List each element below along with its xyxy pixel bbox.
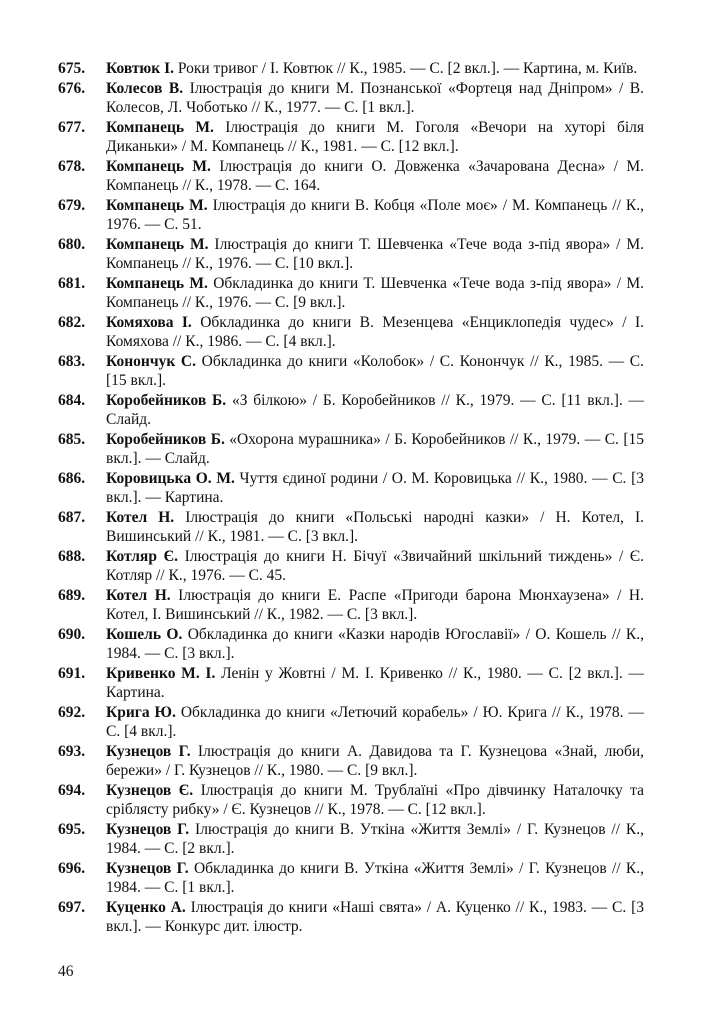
- bibliography-entry: [58, 59, 644, 79]
- entry-text: [106, 79, 644, 118]
- entry-number: 689.: [58, 586, 86, 604]
- entry-text: [106, 469, 644, 508]
- entry-author: Котел Н.: [106, 586, 171, 604]
- bibliography-entry: [58, 469, 644, 508]
- entry-author: Коробейников Б.: [106, 391, 227, 409]
- entry-text: [106, 508, 644, 547]
- entry-author: Котляр Є.: [106, 547, 178, 565]
- entry-number: 685.: [58, 430, 86, 448]
- bibliography-entry: [58, 781, 644, 820]
- entry-number: 677.: [58, 118, 86, 136]
- entry-number: 675.: [58, 60, 86, 77]
- entry-author: Компанець М.: [106, 196, 208, 214]
- bibliography-entry: [58, 664, 644, 703]
- entry-description: Обкладинка до книги «Казки народів Югославії» / О. Кошель // К., 1984. — С. [3 вкл.].: [106, 625, 644, 662]
- entry-description: Чуття єдиної родини / О. М. Коровицька // К., 1980. — С. [3 вкл.]. — Картина.: [106, 469, 644, 506]
- bibliography-entry: [58, 157, 644, 196]
- entry-description: Ілюстрація до книги В. Кобця «Поле моє» / М. Компанець // К., 1976. — С. 51.: [106, 196, 644, 233]
- entry-number: 697.: [58, 898, 86, 916]
- entry-description: Ілюстрація до книги Т. Шевченка «Тече вода з-під явора» / М. Компанець // К., 1976. — С. [10 вкл.].: [106, 235, 644, 272]
- bibliography-entry: [58, 898, 644, 937]
- entry-number: 687.: [58, 508, 86, 526]
- entry-author: Кузнецов Г.: [106, 820, 190, 838]
- entry-author: Компанець М.: [106, 274, 208, 292]
- bibliography-entry: [58, 235, 644, 274]
- entry-author: Коровицька О. М.: [106, 469, 235, 487]
- entry-text: [106, 703, 644, 742]
- bibliography-entry: [58, 859, 644, 898]
- entry-description: Ілюстрація до книги Н. Бічуї «Звичайний шкільний тиждень» / Є. Котляр // К., 1976. — С. 45.: [106, 547, 645, 584]
- entry-author: Крига Ю.: [106, 703, 176, 721]
- entry-text: [106, 625, 644, 664]
- entry-text: [106, 391, 644, 430]
- bibliography-list: [58, 59, 644, 937]
- bibliography-entry: [58, 118, 644, 157]
- entry-description: Ілюстрація до книги О. Довженка «Зачарована Десна» / М. Компанець // К., 1978. — С. 164.: [106, 157, 644, 194]
- entry-text: [106, 196, 644, 235]
- entry-number: 683.: [58, 352, 86, 370]
- entry-description: Ілюстрація до книги «Наші свята» / А. Куценко // К., 1983. — С. [3 вкл.]. — Конкурс дит. ілюстр.: [106, 898, 645, 935]
- bibliography-entry: [58, 196, 644, 235]
- entry-number: 694.: [58, 781, 86, 799]
- entry-description: Обкладинка до книги Т. Шевченка «Тече вода з-під явора» / М. Компанець // К., 1976. — С. [9 вкл.].: [106, 274, 644, 311]
- entry-text: [106, 898, 644, 937]
- entry-description: Обкладинка до книги В. Мезенцева «Енциклопедія чудес» / І. Комяхова // К., 1986. — С. [4 вкл.].: [106, 313, 645, 350]
- entry-description: Ілюстрація до книги А. Давидова та Г. Кузнецова «Знай, люби, бережи» / Г. Кузнецов // К., 1980. — С. [9 вкл.].: [106, 742, 644, 779]
- page-number: 46: [58, 963, 74, 980]
- bibliography-entry: [58, 742, 644, 781]
- entry-author: Котел Н.: [106, 508, 175, 526]
- entry-number: 693.: [58, 742, 86, 760]
- entry-text: [106, 859, 644, 898]
- bibliography-entry: [58, 625, 644, 664]
- entry-number: 692.: [58, 703, 86, 721]
- entry-description: Ілюстрація до книги М. Трублаїні «Про дівчинку Наталочку та сріблясту рибку» / Є. Кузнецов // К., 1978. — С. [12 вкл.].: [106, 781, 645, 818]
- entry-number: 696.: [58, 859, 86, 877]
- bibliography-entry: [58, 79, 644, 118]
- entry-number: 684.: [58, 391, 86, 409]
- bibliography-entry: [58, 313, 644, 352]
- bibliography-entry: [58, 586, 644, 625]
- entry-number: 686.: [58, 469, 86, 487]
- bibliography-entry: [58, 352, 644, 391]
- entry-description: Ленін у Жовтні / М. І. Кривенко // К., 1980. — С. [2 вкл.]. — Картина.: [106, 664, 645, 701]
- entry-author: Куценко А.: [106, 898, 186, 916]
- entry-text: [106, 781, 644, 820]
- entry-text: [106, 547, 644, 586]
- entry-text: [106, 352, 644, 391]
- entry-author: Конончук С.: [106, 352, 196, 370]
- entry-description: Ілюстрація до книги В. Уткіна «Життя Землі» / Г. Кузнецов // К., 1984. — С. [2 вкл.].: [106, 820, 645, 857]
- entry-text: [106, 430, 644, 469]
- entry-number: 676.: [58, 79, 86, 97]
- entry-author: Кошель О.: [106, 625, 183, 643]
- entry-author: Комяхова І.: [106, 313, 192, 331]
- entry-author: Коробейников Б.: [106, 430, 225, 448]
- entry-description: Ілюстрація до книги «Польські народні казки» / Н. Котел, І. Вишинський // К., 1981. — С. [3 вкл.].: [106, 508, 645, 545]
- entry-text: [106, 235, 644, 274]
- entry-text: [106, 742, 644, 781]
- entry-text: [106, 313, 644, 352]
- entry-number: 695.: [58, 820, 86, 838]
- bibliography-entry: [58, 508, 644, 547]
- bibliography-entry: [58, 547, 644, 586]
- entry-author: Компанець М.: [106, 157, 211, 175]
- entry-text: [106, 274, 644, 313]
- entry-description: «Охорона мурашника» / Б. Коробейников // К., 1979. — С. [15 вкл.]. — Слайд.: [106, 430, 645, 467]
- entry-author: Компанець М.: [106, 118, 214, 136]
- entry-text: [106, 118, 644, 157]
- bibliography-entry: [58, 274, 644, 313]
- entry-author: Кривенко М. І.: [106, 664, 216, 682]
- entry-number: 690.: [58, 625, 86, 643]
- entry-text: [106, 586, 644, 625]
- entry-author: Компанець М.: [106, 235, 209, 253]
- entry-author: Ковтюк І.: [106, 60, 174, 77]
- entry-description: Обкладинка до книги «Колобок» / С. Конончук // К., 1985. — С. [15 вкл.].: [106, 352, 645, 389]
- bibliography-entry: [58, 820, 644, 859]
- entry-number: 679.: [58, 196, 86, 214]
- entry-text: [106, 664, 644, 703]
- entry-number: 691.: [58, 664, 86, 682]
- entry-number: 682.: [58, 313, 86, 331]
- entry-author: Кузнецов Є.: [106, 781, 194, 799]
- entry-description: Ілюстрація до книги М. Гоголя «Вечори на хуторі біля Диканьки» / М. Компанець // К., 1981. — С. [12 вкл.].: [106, 118, 645, 155]
- entry-number: 681.: [58, 274, 86, 292]
- entry-author: Кузнецов Г.: [106, 859, 189, 877]
- bibliography-entry: [58, 391, 644, 430]
- entry-number: 680.: [58, 235, 86, 253]
- bibliography-entry: [58, 430, 644, 469]
- entry-description: Ілюстрація до книги М. Познанської «Фортеця над Дніпром» / В. Колесов, Л. Чоботько // К., 1977. — С. [1 вкл.].: [106, 79, 645, 116]
- entry-author: Кузнецов Г.: [106, 742, 191, 760]
- entry-description: Роки тривог / І. Ковтюк // К., 1985. — С. [2 вкл.]. — Картина, м. Київ.: [177, 60, 638, 77]
- bibliography-entry: [58, 703, 644, 742]
- entry-text: [106, 820, 644, 859]
- entry-number: 688.: [58, 547, 86, 565]
- entry-text: [106, 59, 644, 79]
- entry-description: «З білкою» / Б. Коробейников // К., 1979. — С. [11 вкл.]. — Слайд.: [106, 391, 645, 428]
- entry-author: Колесов В.: [106, 79, 184, 97]
- entry-description: Обкладинка до книги В. Уткіна «Життя Землі» / Г. Кузнецов // К., 1984. — С. [1 вкл.].: [106, 859, 645, 896]
- entry-description: Обкладинка до книги «Летючий корабель» / Ю. Крига // К., 1978. — С. [4 вкл.].: [106, 703, 644, 740]
- entry-number: 678.: [58, 157, 86, 175]
- entry-text: [106, 157, 644, 196]
- entry-description: Ілюстрація до книги Е. Распе «Пригоди барона Мюнхаузена» / Н. Котел, І. Вишинський // К., 1982. — С. [3 вкл.].: [106, 586, 645, 623]
